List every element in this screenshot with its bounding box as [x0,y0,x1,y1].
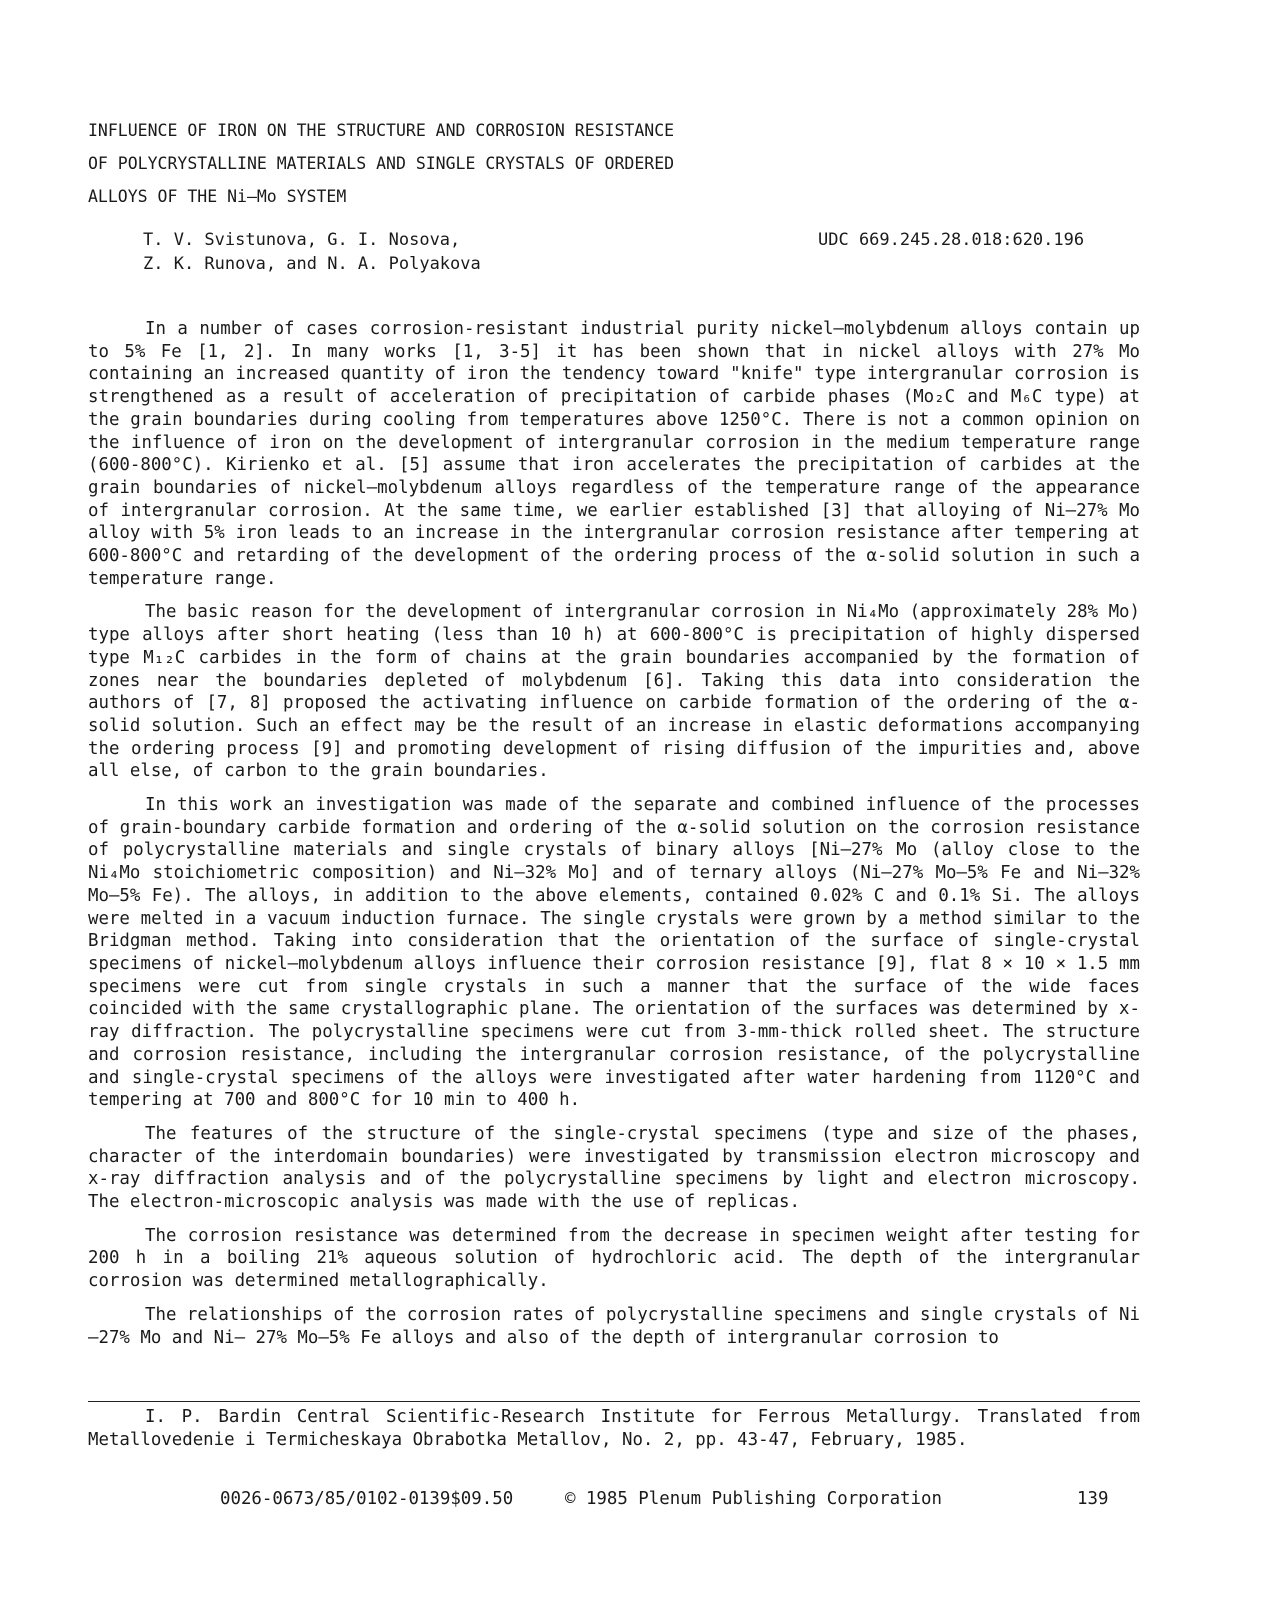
body-paragraph: In this work an investigation was made of the separate and combined influence of the processes of grain-boundary carbide formation and ordering of the α-solid solution on the corrosion resistance of polycrystalline materials and single crystals of binary alloys [Ni—27% Mo (alloy close to the Ni₄Mo stoichiometric composition) and Ni—32% Mo] and of ternary alloys (Ni—27% Mo—5% Fe and Ni—32% Mo—5% Fe). The alloys, in addition to the above elements, contained 0.02% C and 0.1% Si. The alloys were melted in a vacuum induction furnace. The single crystals were grown by a method similar to the Bridgman method. Taking into consideration that the orientation of the surface of single-crystal specimens of nickel—molybdenum alloys influence their corrosion resistance [9], flat 8 × 10 × 1.5 mm specimens were cut from single crystals in such a manner that the surface of the wide faces coincided with the same crystallographic plane. The orientation of the surfaces was determined by x-ray diffraction. The polycrystalline specimens were cut from 3-mm-thick rolled sheet. The structure and corrosion resistance, including the intergranular corrosion resistance, of the polycrystalline and single-crystal specimens of the alloys were investigated after water hardening from 1120°C and tempering at 700 and 800°C for 10 min to 400 h. [88,795,1140,1111]
article-title [88,114,808,213]
udc-code: UDC 669.245.28.018:620.196 [818,230,1085,250]
body-paragraph: In a number of cases corrosion-resistant industrial purity nickel—molybdenum alloys contain up to 5% Fe [1, 2]. In many works [1, 3-5] it has been shown that in nickel alloys with 27% Mo containing an increased quantity of iron the tendency toward "knife" type intergranular corrosion is strengthened as a result of acceleration of precipitation of carbide phases (Mo₂C and M₆C type) at the grain boundaries during cooling from temperatures above 1250°C. There is not a common opinion on the influence of iron on the development of intergranular corrosion in the medium temperature range (600-800°C). Kirienko et al. [5] assume that iron accelerates the precipitation of carbides at the grain boundaries of nickel—molybdenum alloys regardless of the temperature range of the appearance of intergranular corrosion. At the same time, we earlier established [3] that alloying of Ni—27% Mo alloy with 5% iron leads to an increase in the intergranular corrosion resistance after tempering at 600-800°C and retarding of the development of the ordering process of the α-solid solution in such a temperature range. [88,319,1140,589]
footnote-divider [88,1401,1140,1402]
article-title-line: INFLUENCE OF IRON ON THE STRUCTURE AND CORROSION RESISTANCE [88,121,675,140]
article-title-line: ALLOYS OF THE Ni—Mo SYSTEM [88,187,347,206]
article-body [88,318,1140,1360]
page-number: 139 [1077,1489,1109,1509]
body-paragraph: The features of the structure of the single-crystal specimens (type and size of the phases, character of the interdomain boundaries) were investigated by transmission electron microscopy and x-ray diffraction analysis and of the polycrystalline specimens by light and electron microscopy. The electron-microscopic analysis was made with the use of replicas. [88,1123,1140,1213]
author-line: T. V. Svistunova, G. I. Nosova, [143,230,461,250]
article-title-line: OF POLYCRYSTALLINE MATERIALS AND SINGLE CRYSTALS OF ORDERED [88,154,675,173]
author-list [143,228,481,276]
body-paragraph: The basic reason for the development of intergranular corrosion in Ni₄Mo (approximately 28% Mo) type alloys after short heating (less than 10 h) at 600-800°C is precipitation of highly dispersed type M₁₂C carbides in the form of chains at the grain boundaries accompanied by the formation of zones near the boundaries depleted of molybdenum [6]. Taking this data into consideration the authors of [7, 8] proposed the activating influence on carbide formation of the ordering of the α-solid solution. Such an effect may be the result of an increase in elastic deformations accompanying the ordering process [9] and promoting development of rising diffusion of the impurities and, above all else, of carbon to the grain boundaries. [88,602,1140,782]
copyright-notice: © 1985 Plenum Publishing Corporation [565,1489,942,1509]
footnote [88,1406,1140,1451]
footnote-text: I. P. Bardin Central Scientific-Research Institute for Ferrous Metallurgy. Translated from Metallovedenie i Termicheskaya Obrabotka Metallov, No. 2, pp. 43-47, February, 1985. [88,1407,1140,1450]
author-line: Z. K. Runova, and N. A. Polyakova [143,254,481,274]
body-paragraph: The corrosion resistance was determined from the decrease in specimen weight after testing for 200 h in a boiling 21% aqueous solution of hydrochloric acid. The depth of the intergranular corrosion was determined metallographically. [88,1225,1140,1292]
body-paragraph: The relationships of the corrosion rates of polycrystalline specimens and single crystals of Ni—27% Mo and Ni— 27% Mo—5% Fe alloys and also of the depth of intergranular corrosion to [88,1304,1140,1348]
price-code: 0026-0673/85/0102-0139$09.50 [220,1489,514,1509]
